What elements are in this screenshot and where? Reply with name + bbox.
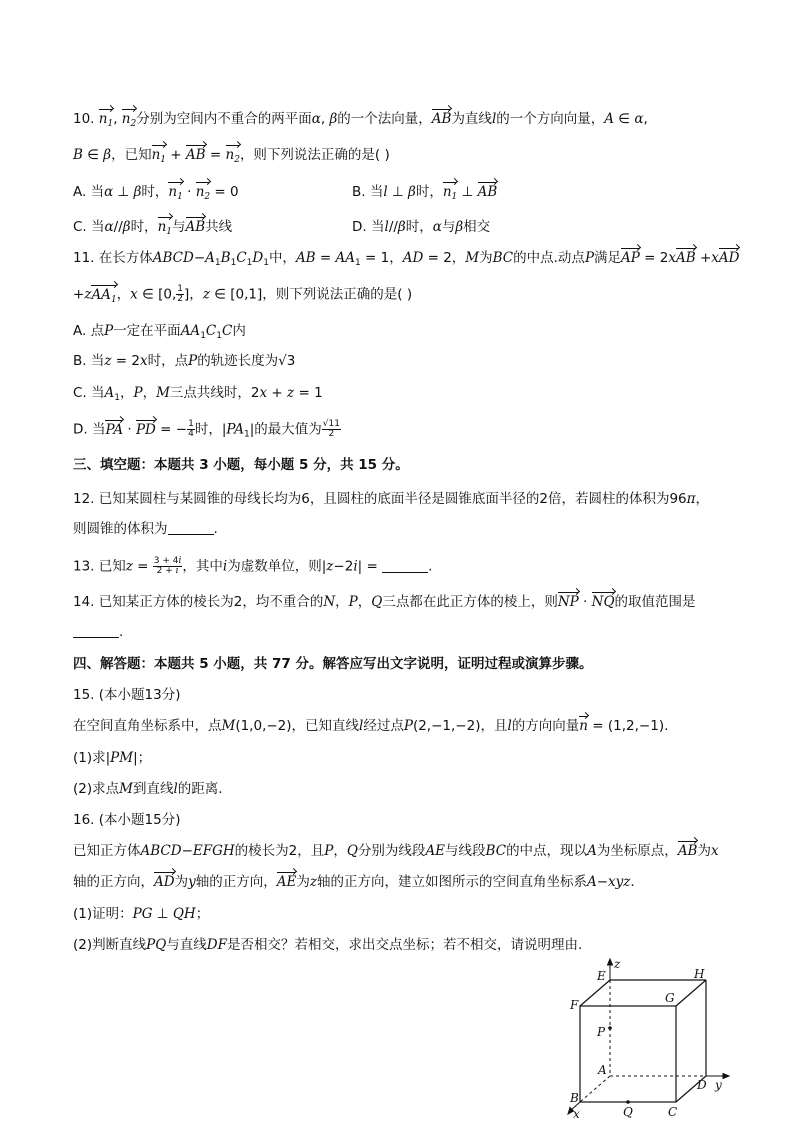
- q15-part1: (1)求|PM|；: [73, 750, 152, 766]
- q16-part1: (1)证明：PG ⊥ QH；: [73, 906, 210, 922]
- q16-title: 16. (本小题15分): [73, 812, 181, 828]
- label-E: E: [597, 969, 606, 983]
- label-P: P: [597, 1025, 606, 1039]
- q10-option-b: B. 当l ⊥ β时，$n_1$ ⊥ AB: [352, 183, 497, 206]
- q10-line2: B ∈ β，已知$n_1$ + AB = $n_2$，则下列说法正确的是( ): [73, 146, 390, 169]
- q12-line2: 则圆锥的体积为 .: [73, 521, 218, 537]
- q11-line2: +zAA$_1$，x ∈ [0, $\frac{1}{2}$ ]，z ∈ [0,1]，则下列说法正确的是( ): [73, 285, 412, 309]
- q11-option-b: B. 当z = 2x时，点P的轨迹长度为√3: [73, 353, 296, 369]
- q13-line: 13. 已知z = $\frac{3 + 4i}{2 + i}$ ，其中i为虚数单位，则|z−2i| = .: [73, 556, 433, 576]
- point-Q: [626, 1100, 630, 1104]
- label-F: F: [570, 998, 579, 1012]
- section-4-heading: 四、解答题：本题共 5 小题，共 77 分。解答应写出文字说明，证明过程或演算步骤。: [73, 656, 593, 672]
- q10-line1: 10. $n_1$, $n_2$分别为空间内不重合的两平面α, β的一个法向量，AB为直线l的一个方向向量，A ∈ α,: [73, 110, 648, 133]
- label-Q: Q: [623, 1105, 633, 1118]
- q12-line1: 12. 已知某圆柱与某圆锥的母线长均为6，且圆柱的底面半径是圆锥底面半径的2倍，若圆柱的体积为96π，: [73, 491, 709, 507]
- y-axis-arrow: [723, 1074, 729, 1079]
- label-H: H: [694, 967, 705, 981]
- cube-figure: [560, 958, 740, 1118]
- cube-front-face: [580, 1006, 676, 1102]
- q14-line1: 14. 已知某正方体的棱长为2，均不重合的N，P，Q三点都在此正方体的棱上，则NP · NQ的取值范围是: [73, 594, 696, 610]
- point-P: [608, 1026, 612, 1030]
- label-A: A: [598, 1063, 607, 1077]
- z-axis-arrow: [608, 959, 613, 965]
- q10-option-a: A. 当α ⊥ β时，$n_1 \cdot n_2 = 0$: [73, 183, 239, 206]
- q11-option-d: D. 当PA · PD = − $\frac{1}{4}$ 时，$|PA_1|$的最大值为 $\frac{√11}{2}$: [73, 419, 340, 440]
- q11-line1: 11. 在长方体$ABCD-A_1B_1C_1D_1$中，AB = $AA_1 = 1$，AD = 2，M为BC的中点.动点P满足AP = 2xAB +xAD: [73, 250, 740, 268]
- label-x: x: [573, 1107, 580, 1118]
- label-D: D: [697, 1078, 707, 1092]
- q11-option-a: A. 点P一定在平面$AA_1C_1C$内: [73, 323, 246, 341]
- q16-line1: 已知正方体ABCD−EFGH的棱长为2，且P，Q分别为线段AE与线段BC的中点，现以A为坐标原点，AB为x: [73, 843, 719, 859]
- edge-FE: [580, 980, 610, 1006]
- q15-title: 15. (本小题13分): [73, 687, 181, 703]
- label-y: y: [715, 1078, 722, 1092]
- edge-AB-hidden: [580, 1076, 610, 1102]
- q15-part2: (2)求点M到直线l的距离.: [73, 781, 223, 797]
- label-z: z: [614, 958, 621, 971]
- q10-option-c: C. 当α//β时，$n_1$与AB共线: [73, 218, 232, 241]
- q11-option-c: C. 当$A_1$，P，M三点共线时，2x + z = 1: [73, 385, 323, 403]
- q16-line2: 轴的正方向，AD为y轴的正方向，AE为z轴的正方向，建立如图所示的空间直角坐标系A−xyz.: [73, 874, 635, 890]
- q14-line2: .: [73, 623, 123, 641]
- label-B: B: [570, 1091, 579, 1105]
- q15-body: 在空间直角坐标系中，点M(1,0,−2)，已知直线l经过点P(2,−1,−2)，且l的方向向量n = (1,2,−1).: [73, 718, 669, 734]
- q10-option-d: D. 当l//β时，α与β相交: [352, 219, 491, 235]
- label-G: G: [665, 991, 675, 1005]
- label-C: C: [668, 1105, 678, 1118]
- section-3-heading: 三、填空题：本题共 3 小题，每小题 5 分，共 15 分。: [73, 457, 409, 473]
- q16-part2: (2)判断直线PQ与直线DF是否相交？若相交，求出交点坐标；若不相交，请说明理由.: [73, 937, 583, 953]
- edge-GH: [676, 980, 706, 1006]
